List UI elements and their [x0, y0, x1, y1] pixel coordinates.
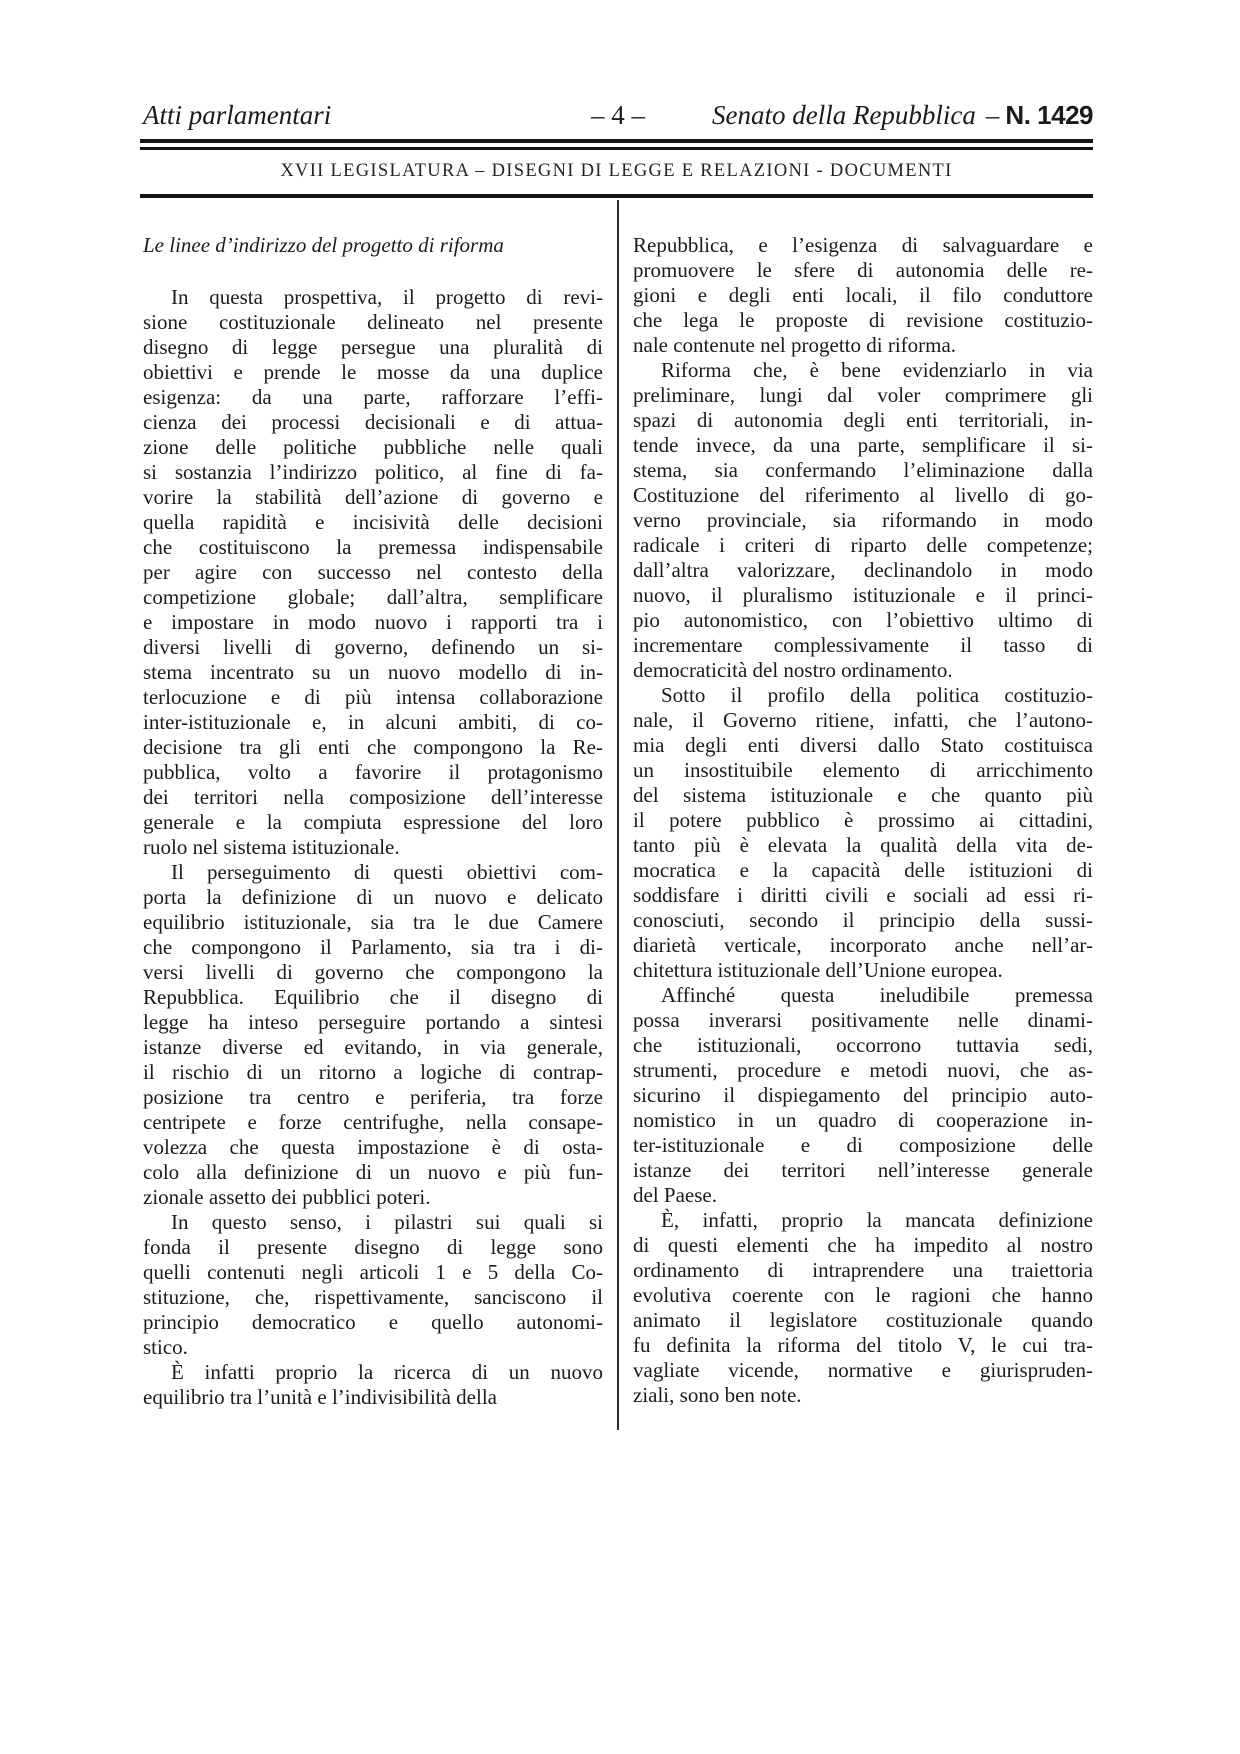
- text-line: tanto più è elevata la qualità della vita de-: [633, 833, 1093, 857]
- header-double-rule: [140, 139, 1093, 150]
- text-line: obiettivi e prende le mosse da una duplice: [143, 360, 603, 384]
- section-heading: [143, 233, 603, 258]
- text-line: possa inverarsi positivamente nelle dinami-: [633, 1008, 1093, 1032]
- text-line: legge ha inteso perseguire portando a sintesi: [143, 1010, 603, 1034]
- text-line: centripete e forze centrifughe, nella consape-: [143, 1110, 603, 1134]
- text-line: soddisfare i diritti civili e sociali ad essi ri-: [633, 883, 1093, 907]
- text-line: mocratica e la capacità delle istituzioni di: [633, 858, 1093, 882]
- text-line: gioni e degli enti locali, il filo conduttore: [633, 283, 1093, 307]
- text-line: In questo senso, i pilastri sui quali si: [171, 1210, 603, 1234]
- text-line: porta la definizione di un nuovo e delicato: [143, 885, 603, 909]
- text-line: diarietà verticale, incorporato anche nell’ar-: [633, 933, 1093, 957]
- page-header: [143, 99, 1093, 131]
- text-line: stema incentrato su un nuovo modello di in-: [143, 660, 603, 684]
- text-line: ruolo nel sistema istituzionale.: [143, 835, 400, 859]
- text-line: fonda il presente disegno di legge sono: [143, 1235, 603, 1259]
- text-line: radicale i criteri di riparto delle competenze;: [633, 533, 1093, 557]
- text-line: che costituiscono la premessa indispensabile: [143, 535, 603, 559]
- text-line: del Paese.: [633, 1183, 717, 1207]
- header-right-group: [645, 99, 1093, 131]
- text-line: stituzione, che, rispettivamente, sanciscono il: [143, 1285, 603, 1309]
- paragraph: [143, 1360, 603, 1410]
- text-line: che lega le proposte di revisione costituzio-: [633, 308, 1093, 332]
- text-line: È, infatti, proprio la mancata definizione: [661, 1208, 1093, 1232]
- text-line: stico.: [143, 1335, 188, 1359]
- text-line: versi livelli di governo che compongono la: [143, 960, 603, 984]
- text-line: ziali, sono ben note.: [633, 1383, 802, 1407]
- paragraph: [633, 983, 1093, 1208]
- paragraph: [143, 1210, 603, 1360]
- text-line: Repubblica, e l’esigenza di salvaguardare e: [633, 233, 1093, 257]
- text-line: Il perseguimento di questi obiettivi com-: [171, 860, 603, 884]
- text-line: democraticità del nostro ordinamento.: [633, 658, 953, 682]
- paragraph: [633, 358, 1093, 683]
- text-line: competizione globale; dall’altra, semplificare: [143, 585, 603, 609]
- paragraph: [143, 860, 603, 1210]
- text-line: sione costituzionale delineato nel presente: [143, 310, 603, 334]
- header-right-title: Senato della Repubblica: [711, 100, 976, 130]
- text-line: preliminare, lungi dal voler comprimere gli: [633, 383, 1093, 407]
- text-line: il rischio di un ritorno a logiche di contrap-: [143, 1060, 603, 1084]
- text-line: decisione tra gli enti che compongono la Re-: [143, 735, 603, 759]
- text-line: zionale assetto dei pubblici poteri.: [143, 1185, 431, 1209]
- text-line: nale contenute nel progetto di riforma.: [633, 333, 957, 357]
- text-line: il potere pubblico è prossimo ai cittadini,: [633, 808, 1093, 832]
- right-column: [633, 233, 1093, 1408]
- text-line: conosciuti, secondo il principio della sussi-: [633, 908, 1093, 932]
- text-line: zione delle politiche pubbliche nelle quali: [143, 435, 603, 459]
- text-line: tende invece, da una parte, semplificare il si-: [633, 433, 1093, 457]
- text-line: pio autonomistico, con l’obiettivo ultimo di: [633, 608, 1093, 632]
- paragraph: [633, 233, 1093, 358]
- text-line: fu definita la riforma del titolo V, le cui tra-: [633, 1333, 1093, 1357]
- text-line: un insostituibile elemento di arricchimento: [633, 758, 1093, 782]
- text-line: principio democratico e quello autonomi-: [143, 1310, 603, 1334]
- text-line: verno provinciale, sia riformando in modo: [633, 508, 1093, 532]
- text-line: stema, sia confermando l’eliminazione dalla: [633, 458, 1093, 482]
- text-line: animato il legislatore costituzionale quando: [633, 1308, 1093, 1332]
- text-line: Le linee d’indirizzo del progetto di riforma: [143, 233, 504, 257]
- paragraph: [143, 285, 603, 860]
- paragraph: [633, 1208, 1093, 1408]
- text-line: cienza dei processi decisionali e di attua-: [143, 410, 603, 434]
- text-line: equilibrio tra l’unità e l’indivisibilità della: [143, 1385, 497, 1409]
- text-line: nomistico in un quadro di cooperazione in-: [633, 1108, 1093, 1132]
- text-line: Costituzione del riferimento al livello di go-: [633, 483, 1093, 507]
- text-line: inter-istituzionale e, in alcuni ambiti, di co-: [143, 710, 603, 734]
- text-line: si sostanzia l’indirizzo politico, al fine di fa-: [143, 460, 603, 484]
- text-line: Sotto il profilo della politica costituzio-: [661, 683, 1093, 707]
- header-single-rule: [140, 194, 1093, 198]
- left-column: [143, 233, 603, 1410]
- text-line: mia degli enti diversi dallo Stato costituisca: [633, 733, 1093, 757]
- text-line: del sistema istituzionale e che quanto più: [633, 783, 1093, 807]
- legislature-line: XVII LEGISLATURA – DISEGNI DI LEGGE E RELAZIONI - DOCUMENTI: [280, 161, 953, 181]
- paragraph: [633, 683, 1093, 983]
- text-line: e impostare in modo nuovo i rapporti tra i: [143, 610, 603, 634]
- text-line: vagliate vicende, normative e giurispruden-: [633, 1358, 1093, 1382]
- text-line: posizione tra centro e periferia, tra forze: [143, 1085, 603, 1109]
- text-line: ordinamento di intraprendere una traiettoria: [633, 1258, 1093, 1282]
- text-line: istanze dei territori nell’interesse generale: [633, 1158, 1093, 1182]
- page-number: – 4 –: [591, 100, 645, 130]
- text-line: colo alla definizione di un nuovo e più fun-: [143, 1160, 603, 1184]
- text-line: incrementare complessivamente il tasso di: [633, 633, 1093, 657]
- text-line: dei territori nella composizione dell’interesse: [143, 785, 603, 809]
- text-line: volezza che questa impostazione è di osta-: [143, 1135, 603, 1159]
- text-line: ter-istituzionale e di composizione delle: [633, 1133, 1093, 1157]
- column-divider: [617, 200, 619, 1430]
- text-line: evolutiva coerente con le ragioni che hanno: [633, 1283, 1093, 1307]
- text-line: pubblica, volto a favorire il protagonismo: [143, 760, 603, 784]
- text-line: nuovo, il pluralismo istituzionale e il princi-: [633, 583, 1093, 607]
- text-line: sicurino il dispiegamento del principio auto-: [633, 1083, 1093, 1107]
- text-line: spazi di autonomia degli enti territoriali, in-: [633, 408, 1093, 432]
- text-line: diversi livelli di governo, definendo un si-: [143, 635, 603, 659]
- text-line: dall’altra valorizzare, declinandolo in modo: [633, 558, 1093, 582]
- text-line: vorire la stabilità dell’azione di governo e: [143, 485, 603, 509]
- text-line: per agire con successo nel contesto della: [143, 560, 603, 584]
- text-line: esigenza: da una parte, rafforzare l’effi-: [143, 385, 603, 409]
- header-left-title: Atti parlamentari: [143, 100, 332, 130]
- text-line: che istituzionali, occorrono tuttavia sedi,: [633, 1033, 1093, 1057]
- document-number: N. 1429: [1005, 100, 1093, 130]
- text-line: È infatti proprio la ricerca di un nuovo: [171, 1360, 603, 1384]
- header-right-separator: –: [985, 100, 1000, 130]
- text-line: generale e la compiuta espressione del loro: [143, 810, 603, 834]
- text-line: strumenti, procedure e metodi nuovi, che as-: [633, 1058, 1093, 1082]
- text-line: quelli contenuti negli articoli 1 e 5 della Co-: [143, 1260, 603, 1284]
- text-line: equilibrio istituzionale, sia tra le due Camere: [143, 910, 603, 934]
- text-line: che compongono il Parlamento, sia tra i di-: [143, 935, 603, 959]
- text-line: di questi elementi che ha impedito al nostro: [633, 1233, 1093, 1257]
- text-line: In questa prospettiva, il progetto di revi-: [171, 285, 603, 309]
- text-line: promuovere le sfere di autonomia delle re-: [633, 258, 1093, 282]
- text-line: nale, il Governo ritiene, infatti, che l’autono-: [633, 708, 1093, 732]
- text-line: Repubblica. Equilibrio che il disegno di: [143, 985, 603, 1009]
- text-line: chitettura istituzionale dell’Unione europea.: [633, 958, 1003, 982]
- text-line: Affinché questa ineludibile premessa: [661, 983, 1093, 1007]
- text-line: disegno di legge persegue una pluralità di: [143, 335, 603, 359]
- text-line: istanze diverse ed evitando, in via generale,: [143, 1035, 603, 1059]
- text-line: quella rapidità e incisività delle decisioni: [143, 510, 603, 534]
- text-line: terlocuzione e di più intensa collaborazione: [143, 685, 603, 709]
- text-line: Riforma che, è bene evidenziarlo in via: [661, 358, 1093, 382]
